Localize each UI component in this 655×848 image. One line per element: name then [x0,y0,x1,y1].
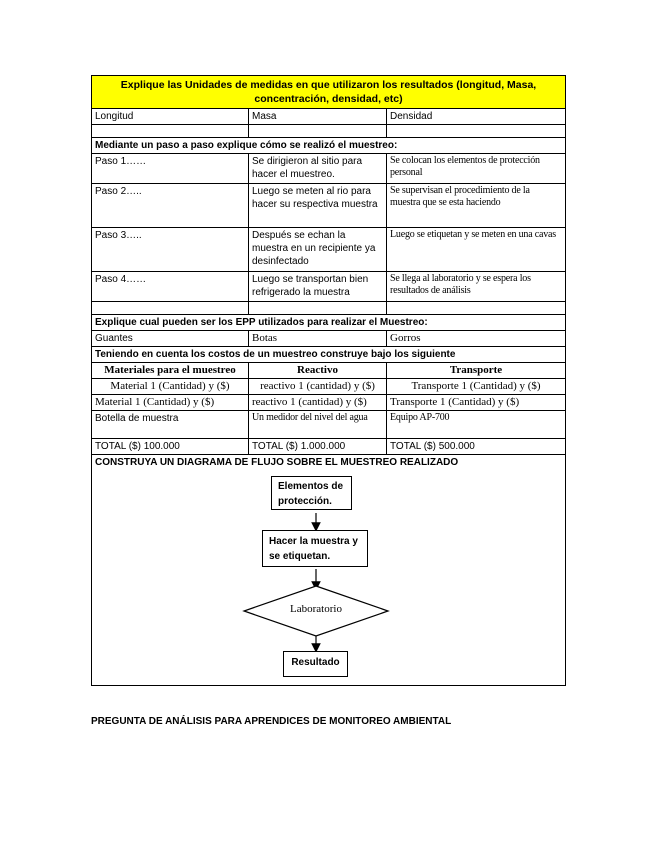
empty-cell [249,302,387,315]
total-cell: TOTAL ($) 100.000 [92,439,249,455]
costs-title: Teniendo en cuenta los costos de un muestreo construye bajo los siguiente [92,347,566,363]
cost-cell: Transporte 1 (Cantidad) y ($) [387,395,566,411]
total-cell: TOTAL ($) 1.000.000 [249,439,387,455]
unit-longitud: Longitud [92,109,249,125]
cost-cell: Material 1 (Cantidad) y ($) [92,379,249,395]
flow-result: Resultado [283,651,348,677]
cost-cell: Botella de muestra [92,411,249,439]
cost-cell: reactivo 1 (cantidad) y ($) [249,395,387,411]
epp-item: Gorros [387,331,566,347]
step-label: Paso 3….. [92,228,249,272]
step-label: Paso 1…… [92,154,249,184]
flow-step-sample: Hacer la muestra y se etiquetan. [262,530,368,567]
cost-header: Reactivo [249,363,387,379]
units-question-header: Explique las Unidades de medidas en que utilizaron los resultados (longitud, Masa, concentración, densidad, etc) [92,76,566,109]
empty-cell [92,125,249,138]
form-table [91,75,566,686]
empty-cell [387,125,566,138]
step-action: Después se echan la muestra en un recipiente ya desinfectado [249,228,387,272]
unit-densidad: Densidad [387,109,566,125]
epp-item: Guantes [92,331,249,347]
empty-cell [92,302,249,315]
document-sheet [91,75,565,686]
step-action: Se dirigieron al sitio para hacer el muestreo. [249,154,387,184]
flow-step-protection: Elementos de protección. [271,476,352,510]
total-cell: TOTAL ($) 500.000 [387,439,566,455]
epp-title: Explique cual pueden ser los EPP utilizados para realizar el Muestreo: [92,315,566,331]
step-label: Paso 2….. [92,184,249,228]
cost-cell: Equipo AP-700 [387,411,566,439]
empty-cell [249,125,387,138]
step-action: Luego se meten al rio para hacer su respectiva muestra [249,184,387,228]
step-note: Se supervisan el procedimiento de la muestra que se esta haciendo [387,184,566,228]
unit-masa: Masa [249,109,387,125]
cost-cell: reactivo 1 (cantidad) y ($) [249,379,387,395]
flowchart-area [92,455,566,686]
flowchart-title: CONSTRUYA UN DIAGRAMA DE FLUJO SOBRE EL MUESTREO REALIZADO [95,457,459,468]
step-note: Se colocan los elementos de protección personal [387,154,566,184]
empty-cell [387,302,566,315]
step-note: Luego se etiquetan y se meten en una cavas [387,228,566,272]
cost-cell: Material 1 (Cantidad) y ($) [92,395,249,411]
decision-label: Laboratorio [290,603,342,615]
step-action: Luego se transportan bien refrigerado la muestra [249,272,387,302]
step-label: Paso 4…… [92,272,249,302]
steps-title: Mediante un paso a paso explique cómo se realizó el muestreo: [92,138,566,154]
analysis-question-heading: PREGUNTA DE ANÁLISIS PARA APRENDICES DE MONITOREO AMBIENTAL [91,716,452,727]
cost-cell: Transporte 1 (Cantidad) y ($) [387,379,566,395]
cost-cell: Un medidor del nivel del agua [249,411,387,439]
epp-item: Botas [249,331,387,347]
cost-header: Materiales para el muestreo [92,363,249,379]
step-note: Se llega al laboratorio y se espera los resultados de análisis [387,272,566,302]
cost-header: Transporte [387,363,566,379]
